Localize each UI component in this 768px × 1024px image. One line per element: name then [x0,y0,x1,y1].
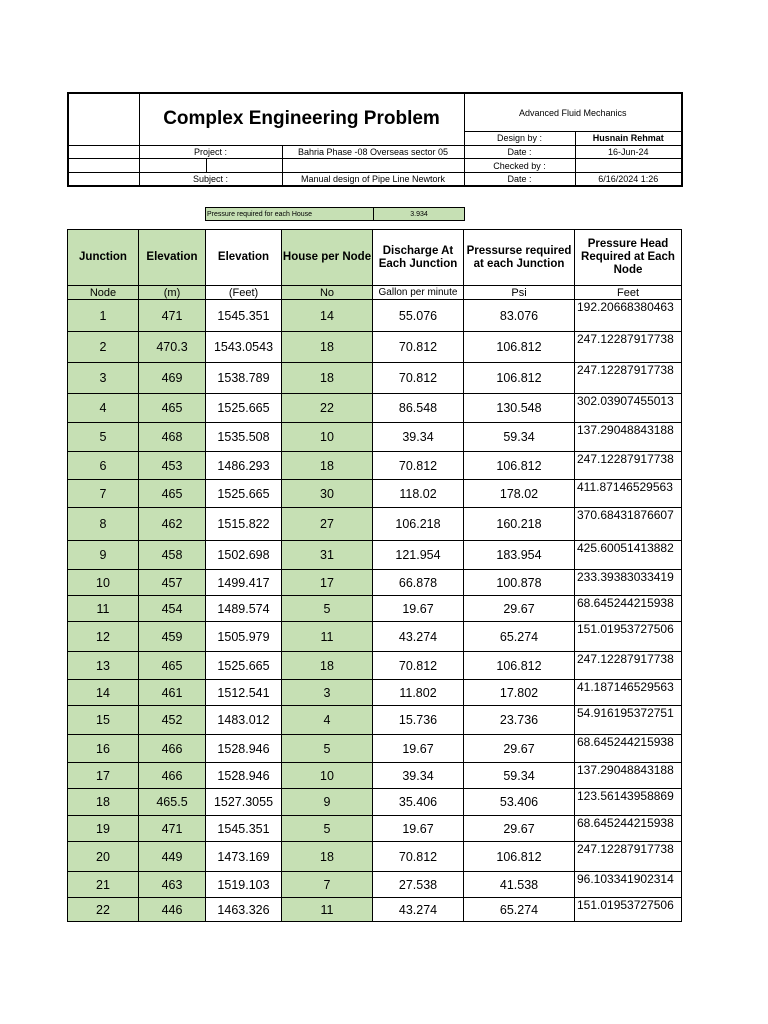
blank-cell [282,158,464,172]
elevation-ft: 1528.946 [206,735,282,763]
header-block [67,92,683,187]
pressure-head-ft: 425.60051413882 [575,541,682,570]
project-label: Project : [139,145,282,158]
date-value: 6/16/2024 1:26 [575,173,682,186]
pressure-psi: 29.67 [464,816,575,842]
pressure-note-label: Pressure required for each House [206,208,374,221]
pressure-head-ft: 96.103341902314 [575,872,682,898]
elevation-ft: 1528.946 [206,763,282,789]
discharge-gpm: 70.812 [373,652,464,680]
discharge-gpm: 11.802 [373,680,464,706]
column-unit: (Feet) [206,286,282,300]
houses-per-node: 10 [282,763,373,789]
table-row [68,872,682,898]
pressure-head-ft: 247.12287917738 [575,842,682,872]
junction-node: 17 [68,763,139,789]
table-row [68,570,682,596]
houses-per-node: 22 [282,394,373,423]
pressure-psi: 106.812 [464,842,575,872]
table-row [68,816,682,842]
discharge-gpm: 27.538 [373,872,464,898]
elevation-m: 446 [139,898,206,922]
elevation-m: 466 [139,735,206,763]
table-row [68,332,682,363]
subject-value: Manual design of Pipe Line Newtork [282,173,464,186]
elevation-ft: 1545.351 [206,816,282,842]
junction-node: 22 [68,898,139,922]
discharge-gpm: 43.274 [373,898,464,922]
discharge-gpm: 19.67 [373,596,464,622]
pressure-head-ft: 302.03907455013 [575,394,682,423]
column-header: Discharge At Each Junction [373,230,464,286]
junction-node: 21 [68,872,139,898]
houses-per-node: 3 [282,680,373,706]
pressure-note [205,207,465,221]
page-title: Complex Engineering Problem [139,93,464,145]
discharge-gpm: 35.406 [373,789,464,816]
table-row [68,763,682,789]
elevation-ft: 1525.665 [206,480,282,508]
pressure-psi: 65.274 [464,898,575,922]
pressure-psi: 183.954 [464,541,575,570]
pressure-head-ft: 247.12287917738 [575,652,682,680]
design-by-label: Design by : [464,132,575,145]
pressure-psi: 160.218 [464,508,575,541]
pressure-psi: 178.02 [464,480,575,508]
table-row [68,300,682,332]
pressure-head-ft: 411.87146529563 [575,480,682,508]
date-label: Date : [464,145,575,158]
checked-by-label: Checked by : [464,158,575,172]
elevation-m: 457 [139,570,206,596]
course-name: Advanced Fluid Mechanics [464,93,682,132]
elevation-ft: 1463.326 [206,898,282,922]
houses-per-node: 18 [282,332,373,363]
elevation-ft: 1535.508 [206,423,282,452]
junction-node: 6 [68,452,139,480]
elevation-m: 465 [139,394,206,423]
junction-node: 9 [68,541,139,570]
elevation-m: 468 [139,423,206,452]
pressure-head-ft: 68.645244215938 [575,735,682,763]
elevation-ft: 1519.103 [206,872,282,898]
discharge-gpm: 43.274 [373,622,464,652]
junction-node: 5 [68,423,139,452]
pressure-head-ft: 41.187146529563 [575,680,682,706]
elevation-m: 470.3 [139,332,206,363]
pressure-head-ft: 137.29048843188 [575,763,682,789]
elevation-m: 471 [139,300,206,332]
column-header: Elevation [206,230,282,286]
discharge-gpm: 118.02 [373,480,464,508]
pressure-head-ft: 68.645244215938 [575,816,682,842]
column-header: Pressure Head Required at Each Node [575,230,682,286]
blank-cell [206,158,282,172]
column-unit: (m) [139,286,206,300]
elevation-m: 458 [139,541,206,570]
houses-per-node: 5 [282,816,373,842]
elevation-ft: 1499.417 [206,570,282,596]
houses-per-node: 11 [282,622,373,652]
pressure-psi: 106.812 [464,452,575,480]
elevation-m: 465.5 [139,789,206,816]
houses-per-node: 18 [282,652,373,680]
houses-per-node: 30 [282,480,373,508]
pressure-note-value: 3.934 [374,208,465,221]
discharge-gpm: 19.67 [373,735,464,763]
elevation-ft: 1473.169 [206,842,282,872]
houses-per-node: 4 [282,706,373,735]
pressure-head-ft: 151.01953727506 [575,898,682,922]
elevation-m: 469 [139,363,206,394]
elevation-m: 452 [139,706,206,735]
junction-node: 11 [68,596,139,622]
discharge-gpm: 70.812 [373,332,464,363]
junction-node: 13 [68,652,139,680]
elevation-ft: 1489.574 [206,596,282,622]
junction-node: 15 [68,706,139,735]
discharge-gpm: 106.218 [373,508,464,541]
table-row [68,789,682,816]
blank-cell [68,158,139,172]
houses-per-node: 18 [282,363,373,394]
pressure-head-ft: 54.916195372751 [575,706,682,735]
pressure-psi: 29.67 [464,735,575,763]
pressure-psi: 106.812 [464,332,575,363]
pressure-head-ft: 137.29048843188 [575,423,682,452]
pressure-psi: 106.812 [464,652,575,680]
pressure-head-ft: 151.01953727506 [575,622,682,652]
pressure-psi: 17.802 [464,680,575,706]
houses-per-node: 17 [282,570,373,596]
column-unit: Node [68,286,139,300]
pressure-head-ft: 192.20668380463 [575,300,682,332]
pressure-head-ft: 68.645244215938 [575,596,682,622]
pressure-psi: 65.274 [464,622,575,652]
elevation-ft: 1545.351 [206,300,282,332]
units-row [68,286,682,300]
elevation-ft: 1502.698 [206,541,282,570]
blank-cell [139,158,206,172]
blank-cell [68,145,139,158]
column-unit: Psi [464,286,575,300]
pressure-psi: 29.67 [464,596,575,622]
table-row [68,898,682,922]
column-unit: Feet [575,286,682,300]
houses-per-node: 18 [282,842,373,872]
table-row [68,423,682,452]
elevation-ft: 1486.293 [206,452,282,480]
checked-by-value [575,158,682,172]
pressure-psi: 106.812 [464,363,575,394]
elevation-m: 449 [139,842,206,872]
houses-per-node: 18 [282,452,373,480]
elevation-m: 466 [139,763,206,789]
junction-node: 7 [68,480,139,508]
houses-per-node: 14 [282,300,373,332]
houses-per-node: 27 [282,508,373,541]
elevation-m: 465 [139,652,206,680]
elevation-ft: 1525.665 [206,652,282,680]
date-value: 16-Jun-24 [575,145,682,158]
elevation-ft: 1512.541 [206,680,282,706]
junction-node: 18 [68,789,139,816]
elevation-ft: 1505.979 [206,622,282,652]
houses-per-node: 5 [282,596,373,622]
table-row [68,680,682,706]
discharge-gpm: 66.878 [373,570,464,596]
junction-node: 2 [68,332,139,363]
discharge-gpm: 121.954 [373,541,464,570]
column-unit: Gallon per minute [373,286,464,300]
table-row [68,394,682,423]
pressure-psi: 59.34 [464,763,575,789]
elevation-m: 454 [139,596,206,622]
table-row [68,508,682,541]
discharge-gpm: 70.812 [373,842,464,872]
junction-table [67,229,682,922]
junction-node: 1 [68,300,139,332]
pressure-psi: 59.34 [464,423,575,452]
table-row [68,480,682,508]
discharge-gpm: 19.67 [373,816,464,842]
houses-per-node: 10 [282,423,373,452]
table-row [68,652,682,680]
table-row [68,363,682,394]
project-value: Bahria Phase -08 Overseas sector 05 [282,145,464,158]
junction-node: 8 [68,508,139,541]
elevation-ft: 1515.822 [206,508,282,541]
elevation-ft: 1543.0543 [206,332,282,363]
junction-node: 20 [68,842,139,872]
header-row [68,230,682,286]
elevation-m: 465 [139,480,206,508]
table-row [68,842,682,872]
elevation-m: 462 [139,508,206,541]
column-header: House per Node [282,230,373,286]
table-row [68,541,682,570]
elevation-ft: 1483.012 [206,706,282,735]
table-row [68,596,682,622]
design-by-value: Husnain Rehmat [575,132,682,145]
pressure-psi: 41.538 [464,872,575,898]
pressure-head-ft: 370.68431876607 [575,508,682,541]
elevation-m: 471 [139,816,206,842]
houses-per-node: 11 [282,898,373,922]
column-header: Elevation [139,230,206,286]
junction-node: 10 [68,570,139,596]
discharge-gpm: 86.548 [373,394,464,423]
discharge-gpm: 70.812 [373,363,464,394]
discharge-gpm: 15.736 [373,706,464,735]
elevation-m: 463 [139,872,206,898]
pressure-head-ft: 247.12287917738 [575,332,682,363]
junction-node: 12 [68,622,139,652]
discharge-gpm: 39.34 [373,423,464,452]
discharge-gpm: 39.34 [373,763,464,789]
date-label: Date : [464,173,575,186]
table-row [68,452,682,480]
discharge-gpm: 70.812 [373,452,464,480]
junction-node: 4 [68,394,139,423]
pressure-psi: 23.736 [464,706,575,735]
junction-node: 16 [68,735,139,763]
elevation-ft: 1527.3055 [206,789,282,816]
pressure-psi: 130.548 [464,394,575,423]
table-row [68,735,682,763]
pressure-head-ft: 233.39383033419 [575,570,682,596]
column-header: Junction [68,230,139,286]
houses-per-node: 31 [282,541,373,570]
pressure-psi: 100.878 [464,570,575,596]
subject-label: Subject : [139,173,282,186]
pressure-head-ft: 247.12287917738 [575,452,682,480]
discharge-gpm: 55.076 [373,300,464,332]
elevation-m: 459 [139,622,206,652]
table-body [68,300,682,922]
elevation-ft: 1538.789 [206,363,282,394]
table-row [68,706,682,735]
junction-node: 3 [68,363,139,394]
junction-node: 19 [68,816,139,842]
pressure-head-ft: 247.12287917738 [575,363,682,394]
column-unit: No [282,286,373,300]
elevation-ft: 1525.665 [206,394,282,423]
houses-per-node: 7 [282,872,373,898]
column-header: Pressurse required at each Junction [464,230,575,286]
pressure-head-ft: 123.56143958869 [575,789,682,816]
junction-node: 14 [68,680,139,706]
houses-per-node: 5 [282,735,373,763]
houses-per-node: 9 [282,789,373,816]
pressure-psi: 83.076 [464,300,575,332]
elevation-m: 461 [139,680,206,706]
logo-cell [68,93,139,145]
pressure-psi: 53.406 [464,789,575,816]
elevation-m: 453 [139,452,206,480]
blank-cell [68,173,139,186]
table-row [68,622,682,652]
